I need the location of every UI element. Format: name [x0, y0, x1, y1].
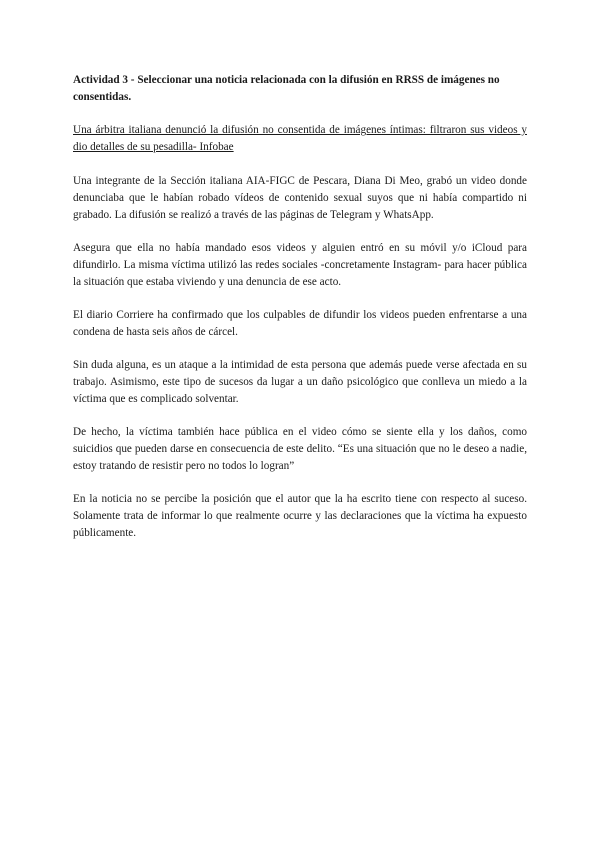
paragraph-quote: De hecho, la víctima también hace pública en el video cómo se siente ella y los daños, como suicidios que pueden darse en consecuencia de este delito. “Es una situación que no le deseo a nadie, estoy tratando de resistir pero no todos lo logran” [73, 426, 527, 472]
paragraph-sentence: El diario Corriere ha confirmado que los culpables de difundir los videos pueden enfrentarse a una condena de hasta seis años de cárcel. [73, 309, 527, 338]
document-body [73, 72, 527, 558]
paragraph-allegation: Asegura que ella no había mandado esos videos y alguien entró en su móvil y/o iCloud para difundirlo. La misma víctima utilizó las redes sociales -concretamente Instagram- para hacer pública la situación que estaba viviendo y una denuncia de ese acto. [73, 242, 527, 288]
paragraph-impact: Sin duda alguna, es un ataque a la intimidad de esta persona que además puede verse afectada en su trabajo. Asimismo, este tipo de sucesos da lugar a un daño psicológico que conlleva un miedo a la víctima que es complicado solventar. [73, 359, 527, 405]
document-title: Actividad 3 - Seleccionar una noticia relacionada con la difusión en RRSS de imágenes no consentidas. [73, 74, 500, 103]
paragraph-summary: Una integrante de la Sección italiana AIA-FIGC de Pescara, Diana Di Meo, grabó un video donde denunciaba que le habían robado vídeos de contenido sexual suyos que ni había compartido ni grabado. La difusión se realizó a través de las páginas de Telegram y WhatsApp. [73, 175, 527, 221]
paragraph-conclusion: En la noticia no se percibe la posición que el autor que la ha escrito tiene con respecto al suceso. Solamente trata de informar lo que realmente ocurre y las declaraciones que la víctima ha expuesto públicamente. [73, 493, 527, 539]
news-headline-link[interactable]: Una árbitra italiana denunció la difusión no consentida de imágenes íntimas: filtraron sus videos y dio detalles de su pesadilla- Infobae [73, 124, 527, 153]
